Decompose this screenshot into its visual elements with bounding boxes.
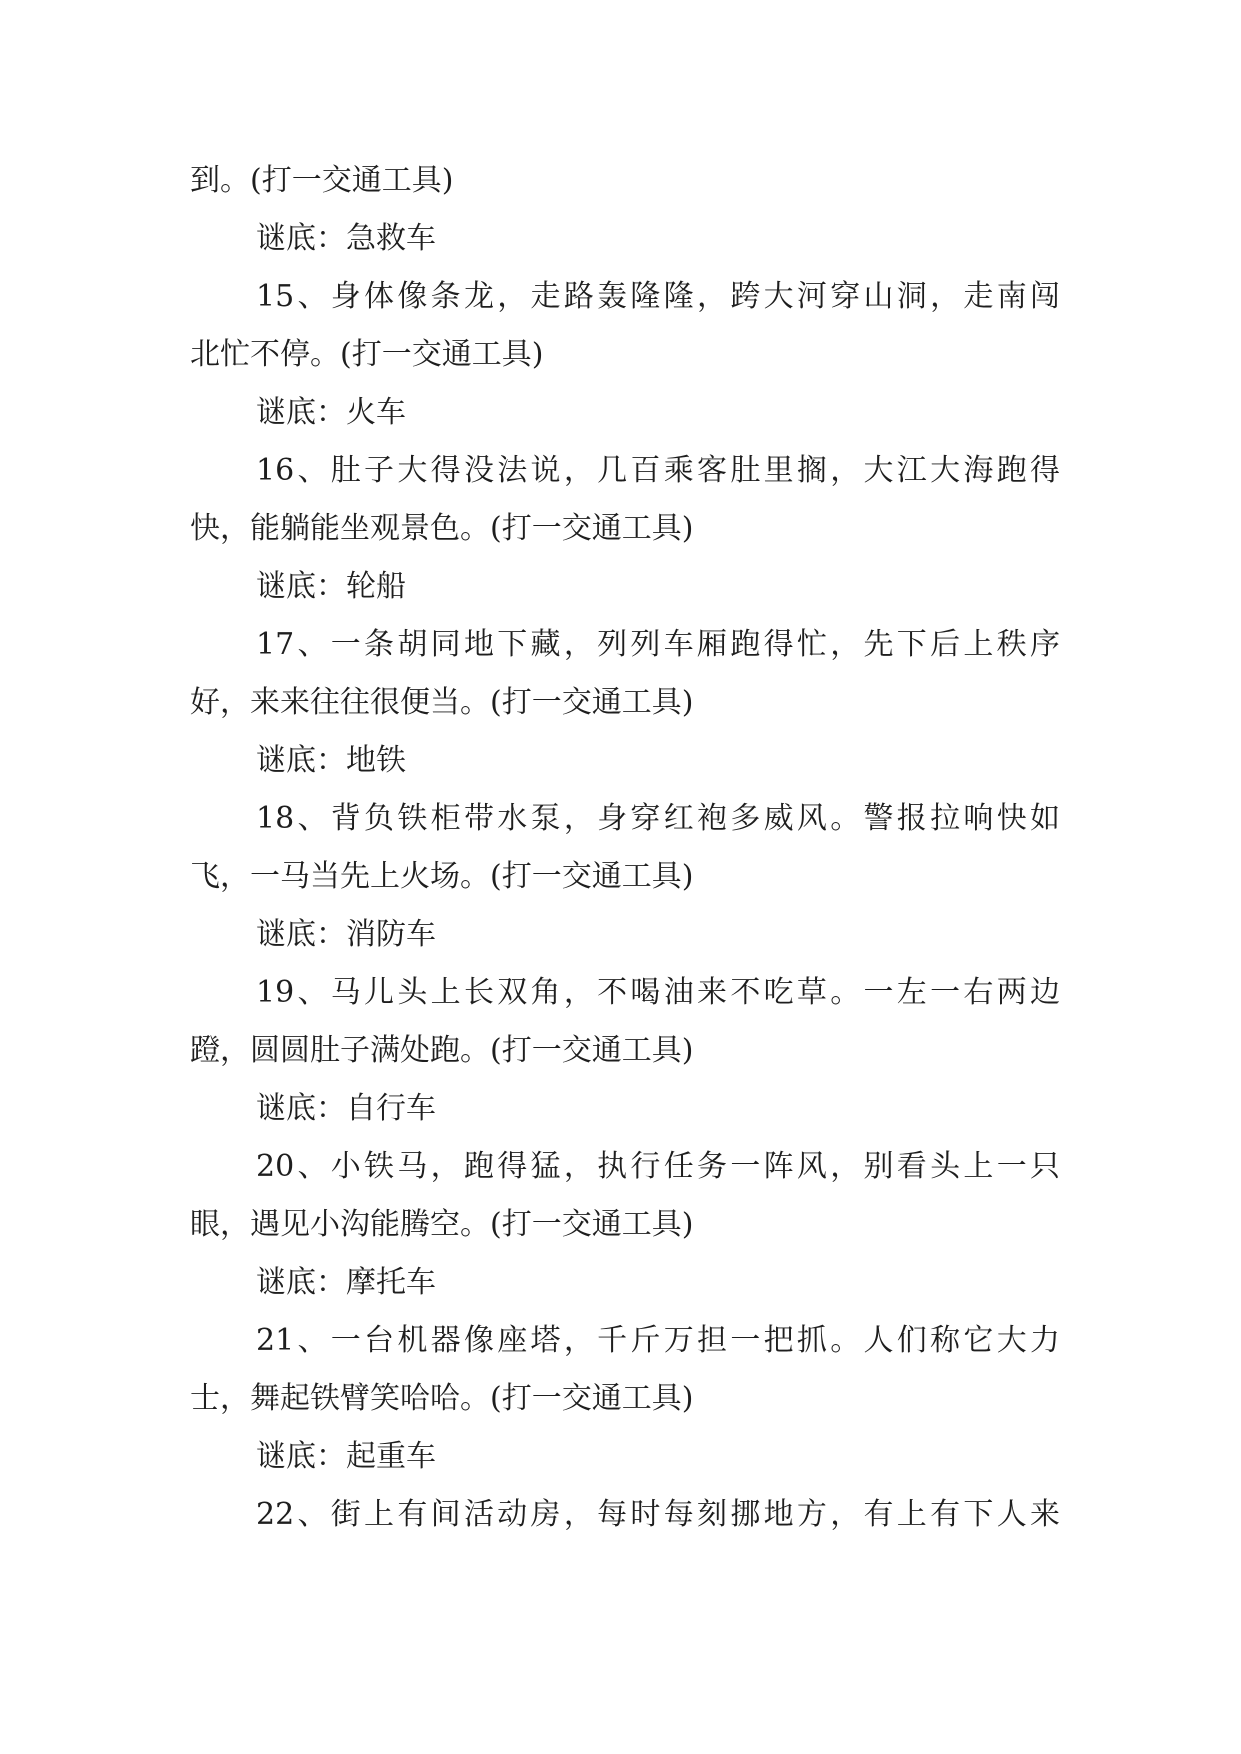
riddle-answer: 谜底：起重车 bbox=[256, 1439, 436, 1474]
riddle-question: 20、小铁马，跑得猛，执行任务一阵风，别看头上一只 bbox=[256, 1149, 1060, 1184]
riddle-question: 15、身体像条龙，走路轰隆隆，跨大河穿山洞，走南闯 bbox=[256, 279, 1060, 314]
riddle-answer: 谜底：消防车 bbox=[256, 917, 436, 952]
riddle-question: 16、肚子大得没法说，几百乘客肚里搁，大江大海跑得 bbox=[256, 453, 1060, 488]
text-line: 北忙不停。(打一交通工具) bbox=[190, 337, 544, 372]
text-line: 好，来来往往很便当。(打一交通工具) bbox=[190, 685, 694, 720]
text-line: 眼，遇见小沟能腾空。(打一交通工具) bbox=[190, 1207, 694, 1242]
riddle-answer: 谜底：自行车 bbox=[256, 1091, 436, 1126]
riddle-answer: 谜底：摩托车 bbox=[256, 1265, 436, 1300]
riddle-answer: 谜底：急救车 bbox=[256, 221, 436, 256]
riddle-question: 17、一条胡同地下藏，列列车厢跑得忙，先下后上秩序 bbox=[256, 627, 1060, 662]
riddle-question: 21、一台机器像座塔，千斤万担一把抓。人们称它大力 bbox=[256, 1323, 1060, 1358]
riddle-question: 19、马儿头上长双角，不喝油来不吃草。一左一右两边 bbox=[256, 975, 1060, 1010]
riddle-answer: 谜底：轮船 bbox=[256, 569, 406, 604]
text-line: 士，舞起铁臂笑哈哈。(打一交通工具) bbox=[190, 1381, 694, 1416]
riddle-question: 18、背负铁柜带水泵，身穿红袍多威风。警报拉响快如 bbox=[256, 801, 1060, 836]
document-body bbox=[190, 152, 1060, 1544]
riddle-answer: 谜底：地铁 bbox=[256, 743, 406, 778]
text-line: 快，能躺能坐观景色。(打一交通工具) bbox=[190, 511, 694, 546]
riddle-question: 22、街上有间活动房，每时每刻挪地方，有上有下人来 bbox=[256, 1497, 1060, 1532]
text-line: 到。(打一交通工具) bbox=[190, 163, 454, 198]
text-line: 蹬，圆圆肚子满处跑。(打一交通工具) bbox=[190, 1033, 694, 1068]
text-line: 飞，一马当先上火场。(打一交通工具) bbox=[190, 859, 694, 894]
riddle-answer: 谜底：火车 bbox=[256, 395, 406, 430]
